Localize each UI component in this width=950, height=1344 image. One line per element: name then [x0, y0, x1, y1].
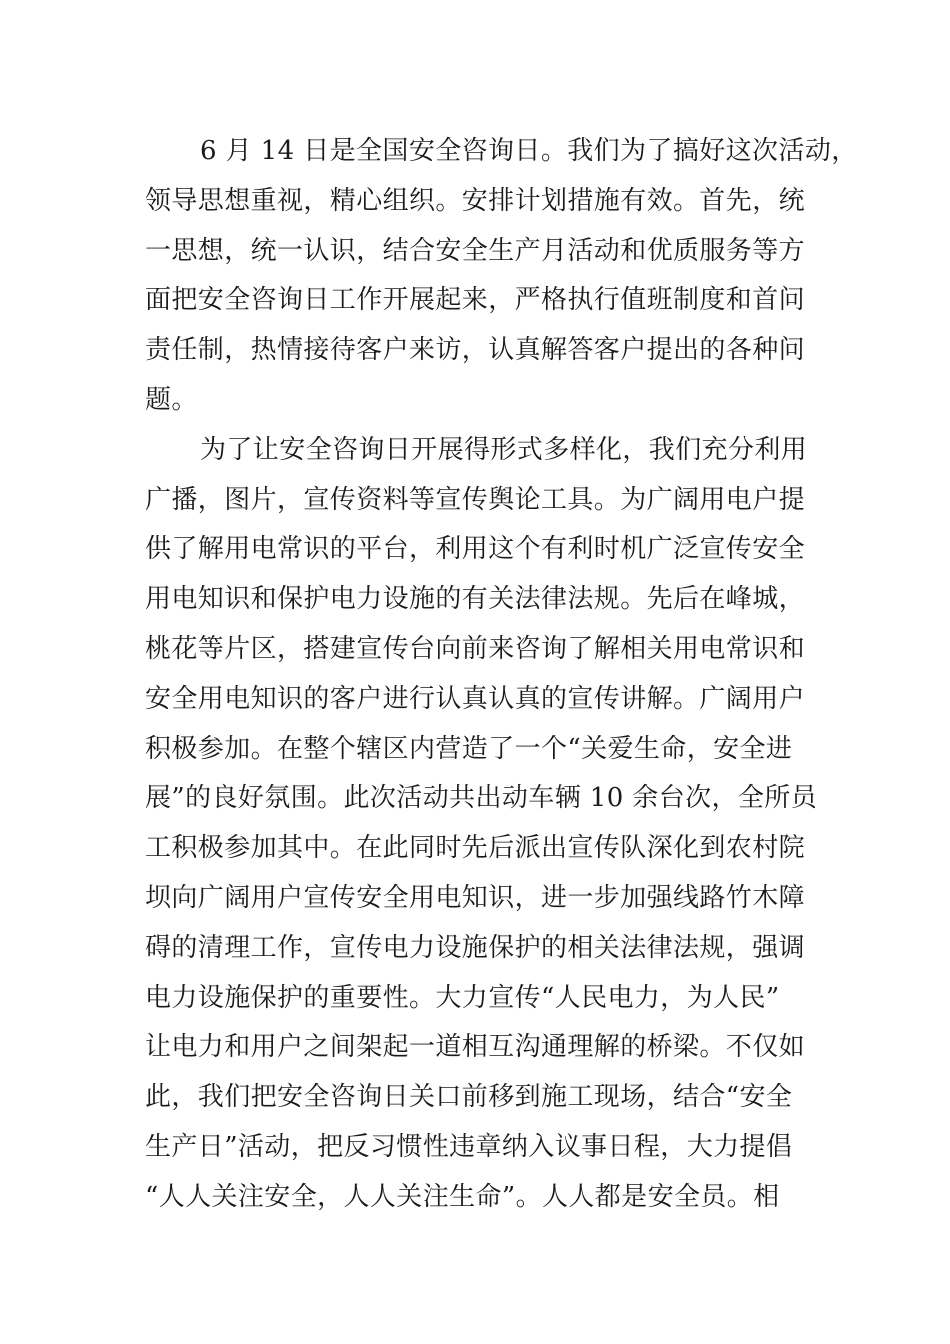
- text-line: 坝向广阔用户宣传安全用电知识，进一步加强线路竹木障: [145, 882, 806, 913]
- text-line: “人人关注安全，人人关注生命”。人人都是安全员。相: [145, 1181, 780, 1212]
- text-line: 安全用电知识的客户进行认真认真的宣传讲解。广阔用户: [145, 683, 806, 714]
- text-line: 生产日”活动，把反习惯性违章纳入议事日程，大力提倡: [145, 1131, 793, 1162]
- text-line: 此，我们把安全咨询日关口前移到施工现场，结合“安全: [145, 1082, 793, 1113]
- text-line: 桃花等片区，搭建宣传台向前来咨询了解相关用电常识和: [145, 633, 806, 664]
- text-line: 让电力和用户之间架起一道相互沟通理解的桥梁。不仅如: [145, 1032, 806, 1063]
- text-line: 为了让安全咨询日开展得形式多样化，我们充分利用: [200, 434, 808, 465]
- text-line: 面把安全咨询日工作开展起来，严格执行值班制度和首问: [145, 285, 806, 316]
- text-line: 工积极参加其中。在此同时先后派出宣传队深化到农村院: [145, 833, 806, 864]
- text-line: 碍的清理工作，宣传电力设施保护的相关法律法规，强调: [145, 932, 806, 963]
- text-line: 展”的良好氛围。此次活动共出动车辆 10 余台次，全所员: [145, 783, 818, 814]
- paragraph-2: [145, 426, 818, 1223]
- text-line: 供了解用电常识的平台，利用这个有利时机广泛宣传安全: [145, 534, 806, 565]
- text-line: 用电知识和保护电力设施的有关法律法规。先后在峰城，: [145, 584, 806, 615]
- paragraph-1: [145, 127, 858, 426]
- text-line: 广播，图片，宣传资料等宣传舆论工具。为广阔用电户提: [145, 484, 806, 515]
- text-line: 6 月 14 日是全国安全咨询日。我们为了搞好这次活动，: [200, 136, 858, 166]
- text-line: 一思想，统一认识，结合安全生产月活动和优质服务等方: [145, 235, 806, 266]
- text-line: 电力设施保护的重要性。大力宣传“人民电力，为人民”: [145, 982, 780, 1013]
- document-body: [145, 127, 858, 1223]
- text-line: 题。: [145, 384, 198, 415]
- text-line: 责任制，热情接待客户来访，认真解答客户提出的各种问: [145, 335, 806, 366]
- text-line: 积极参加。在整个辖区内营造了一个“关爱生命，安全进: [145, 733, 793, 764]
- text-line: 领导思想重视，精心组织。安排计划措施有效。首先，统: [145, 185, 806, 216]
